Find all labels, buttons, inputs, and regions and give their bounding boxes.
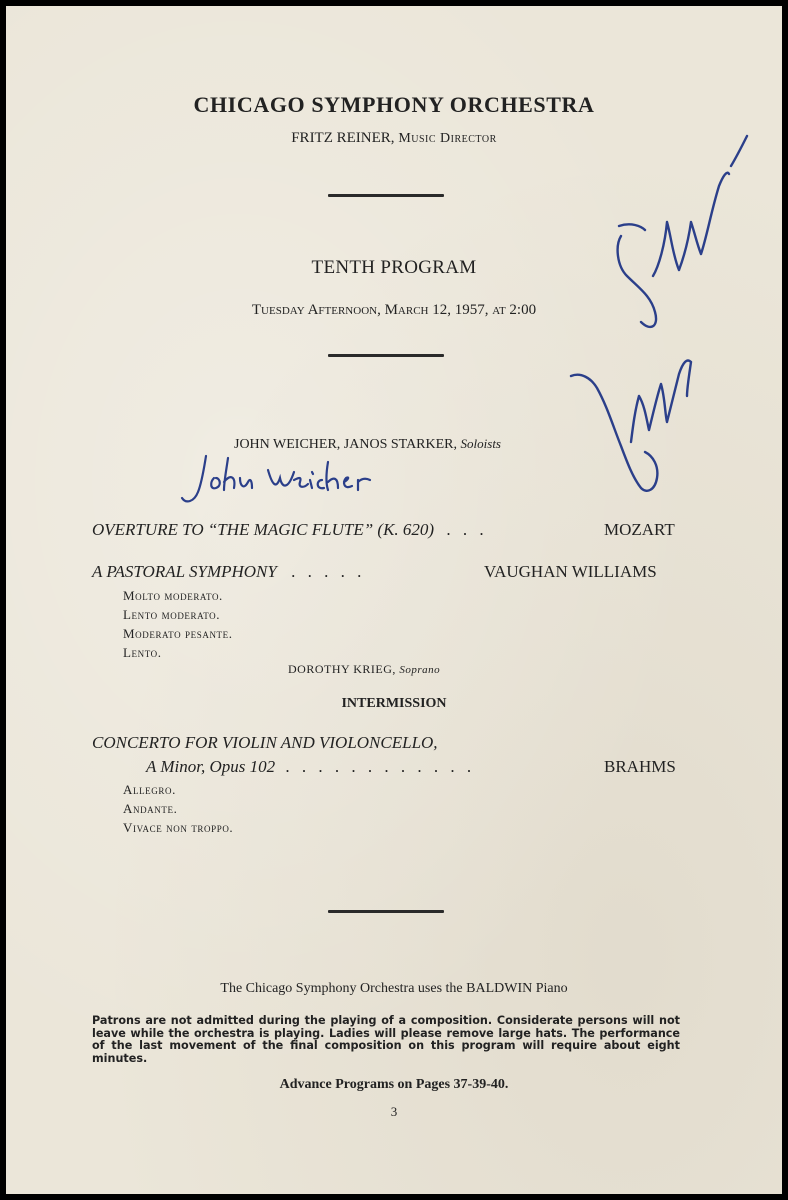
soprano-name: DOROTHY KRIEG, <box>288 662 396 676</box>
leader-dots: . . . . . <box>291 562 366 581</box>
movement: Moderato pesante. <box>123 626 233 641</box>
piece-key: A Minor, Opus 102 <box>146 757 276 776</box>
page-number: 3 <box>390 1104 398 1119</box>
composer-name: MOZART <box>604 520 675 539</box>
director-title: Music Director <box>398 131 497 146</box>
leader-dots: . . . <box>446 520 488 539</box>
piece-title <box>92 562 365 582</box>
starker-signature <box>561 126 771 506</box>
intermission-label: INTERMISSION <box>341 696 447 711</box>
soloist-names: JOHN WEICHER, JANOS STARKER, <box>234 437 458 452</box>
weicher-signature <box>176 448 396 508</box>
piece-title: CONCERTO FOR VIOLIN AND VIOLONCELLO, <box>92 733 438 752</box>
advance-programs: Advance Programs on Pages 37-39-40. <box>279 1077 509 1092</box>
divider-rule <box>328 194 444 197</box>
divider-rule <box>328 354 444 357</box>
divider-rule <box>328 910 444 913</box>
patron-notice: Patrons are not admitted during the playing of a composition. Considerate persons will not leave while the orchestra is playing. Ladies will please remove large hats. The performance of the last movement of the final composition on this program will require about eight minutes. <box>92 1014 680 1065</box>
movement: Lento moderato. <box>123 607 221 622</box>
piece-name: A PASTORAL SYMPHONY <box>92 562 277 581</box>
piece-title <box>92 520 488 540</box>
movement: Molto moderato. <box>123 588 223 603</box>
director-name: FRITZ REINER, <box>291 130 395 146</box>
program-page <box>6 6 782 1194</box>
orchestra-title: CHICAGO SYMPHONY ORCHESTRA <box>193 92 595 117</box>
movement: Allegro. <box>123 782 176 797</box>
soprano-credit <box>288 662 440 677</box>
movement: Lento. <box>123 645 162 660</box>
movement: Vivace non troppo. <box>123 820 234 835</box>
soprano-label: Soprano <box>399 664 441 676</box>
soloists-label: Soloists <box>460 436 501 451</box>
piece-name: OVERTURE TO “THE MAGIC FLUTE” (K. 620) <box>92 520 435 539</box>
composer-name: BRAHMS <box>604 757 676 776</box>
leader-dots: . . . . . . . . . . . . <box>285 757 476 776</box>
piano-note: The Chicago Symphony Orchestra uses the BALDWIN Piano <box>220 981 568 996</box>
piece-subtitle <box>146 757 475 777</box>
program-number: TENTH PROGRAM <box>311 257 477 278</box>
movement: Andante. <box>123 801 178 816</box>
program-date: Tuesday Afternoon, March 12, 1957, at 2:00 <box>251 302 537 318</box>
composer-name: VAUGHAN WILLIAMS <box>484 562 657 581</box>
